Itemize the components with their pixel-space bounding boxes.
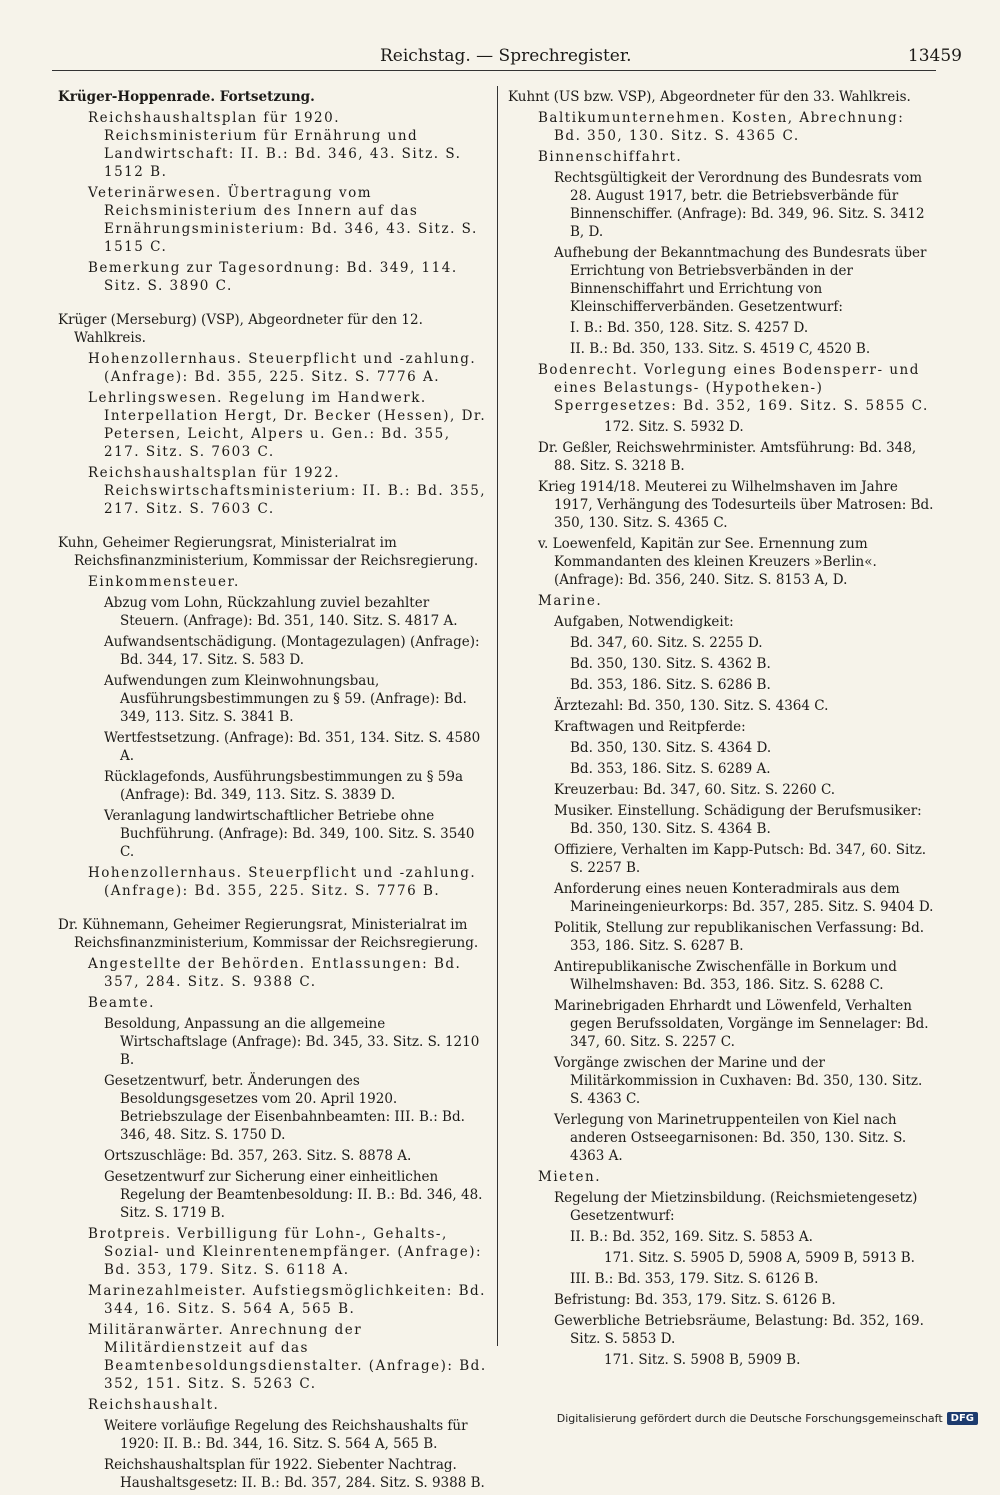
register-entry: 171. Sitz. S. 5908 B, 5909 B. — [604, 1352, 801, 1368]
register-entry: Politik, Stellung zur republikanischen Verfassung: Bd. 353, 186. Sitz. S. 6287 B. — [554, 920, 925, 954]
register-entry: Rechtsgültigkeit der Verordnung des Bundesrats vom 28. August 1917, betr. die Betriebsverbände für Binnenschiffer. (Anfrage): Bd. 349, 96. Sitz. S. 3412 B, D. — [554, 170, 925, 240]
right-column — [508, 88, 936, 1372]
register-entry: Krieg 1914/18. Meuterei zu Wilhelmshaven im Jahre 1917, Verhängung des Todesurteils über Matrosen: Bd. 350, 130. Sitz. S. 4365 C. — [538, 479, 934, 531]
register-entry: Mieten. — [538, 1169, 602, 1185]
register-entry: Krüger (Merseburg) (VSP), Abgeordneter für den 12. Wahlkreis. — [58, 312, 423, 346]
register-entry: Aufhebung der Bekanntmachung des Bundesrats über Errichtung von Betriebsverbänden in der Binnenschiffahrt und Errichtung von Kleinschifferverbänden. Gesetzentwurf: — [554, 245, 927, 315]
register-entry: Bd. 350, 130. Sitz. S. 4362 B. — [570, 656, 771, 672]
register-entry: Reichshaushaltsplan für 1920. Reichsministerium für Ernährung und Landwirtschaft: II. B.: Bd. 346, 43. Sitz. S. 1512 B. — [88, 110, 462, 180]
register-entry: Wertfestsetzung. (Anfrage): Bd. 351, 134. Sitz. S. 4580 A. — [104, 730, 481, 764]
register-entry: Gesetzentwurf zur Sicherung einer einheitlichen Regelung der Beamtenbesoldung: II. B.: Bd. 346, 48. Sitz. S. 1719 B. — [104, 1169, 483, 1221]
register-entry: Lehrlingswesen. Regelung im Handwerk. Interpellation Hergt, Dr. Becker (Hessen), Dr. Petersen, Leicht, Alpers u. Gen.: Bd. 355, 217. Sitz. S. 7603 C. — [88, 390, 487, 460]
register-entry: 171. Sitz. S. 5905 D, 5908 A, 5909 B, 5913 B. — [604, 1250, 915, 1266]
register-entry: Weitere vorläufige Regelung des Reichshaushalts für 1920: II. B.: Bd. 344, 16. Sitz. S. 564 A, 565 B. — [104, 1418, 468, 1452]
register-entry: Befristung: Bd. 353, 179. Sitz. S. 6126 B. — [554, 1292, 836, 1308]
register-entry: Rücklagefonds, Ausführungsbestimmungen zu § 59a (Anfrage): Bd. 349, 113. Sitz. S. 3839 D. — [104, 769, 464, 803]
register-entry: Beamte. — [88, 995, 155, 1011]
register-entry: Verlegung von Marinetruppenteilen von Kiel nach anderen Ostseegarnisonen: Bd. 350, 130. Sitz. S. 4363 A. — [554, 1112, 907, 1164]
register-entry: Marine. — [538, 593, 603, 609]
register-entry: Abzug vom Lohn, Rückzahlung zuviel bezahlter Steuern. (Anfrage): Bd. 351, 140. Sitz. S. 4817 A. — [104, 595, 458, 629]
register-entry: Veterinärwesen. Übertragung vom Reichsministerium des Innern auf das Ernährungsministerium: Bd. 346, 43. Sitz. S. 1515 C. — [88, 185, 478, 255]
register-entry: Bd. 350, 130. Sitz. S. 4364 D. — [570, 740, 772, 756]
register-entry: Bodenrecht. Vorlegung eines Bodensperr- und eines Belastungs- (Hypotheken-) Sperrgesetzes: Bd. 352, 169. Sitz. S. 5855 C. — [538, 362, 929, 414]
register-entry: Ortszuschläge: Bd. 357, 263. Sitz. S. 8878 A. — [104, 1148, 412, 1164]
register-entry: Aufwendungen zum Kleinwohnungsbau, Ausführungsbestimmungen zu § 59. (Anfrage): Bd. 349, 113. Sitz. S. 3841 B. — [104, 673, 467, 725]
footer-text: Digitalisierung gefördert durch die Deutsche Forschungsgemeinschaft — [556, 1412, 943, 1425]
register-entry: Krüger-Hoppenrade. Fortsetzung. — [58, 89, 315, 105]
register-entry: Reichshaushaltsplan für 1922. Reichswirtschaftsministerium: II. B.: Bd. 355, 217. Sitz. S. 7603 C. — [88, 465, 487, 517]
register-entry: Reichshaushalt. — [88, 1397, 220, 1413]
register-entry: Reichshaushaltsplan für 1922. Siebenter Nachtrag. Haushaltsgesetz: II. B.: Bd. 357, 284. Sitz. S. 9388 B. — [104, 1457, 485, 1491]
register-entry: Kuhn, Geheimer Regierungsrat, Ministerialrat im Reichsfinanzministerium, Kommissar der Reichsregierung. — [58, 535, 479, 569]
register-entry: III. B.: Bd. 353, 179. Sitz. S. 6126 B. — [570, 1271, 819, 1287]
dfg-logo: DFG — [947, 1412, 978, 1425]
column-divider — [497, 86, 498, 1346]
register-entry: Marinebrigaden Ehrhardt und Löwenfeld, Verhalten gegen Berufssoldaten, Vorgänge im Sennelager: Bd. 347, 60. Sitz. S. 2257 C. — [554, 998, 929, 1050]
register-entry: Veranlagung landwirtschaftlicher Betriebe ohne Buchführung. (Anfrage): Bd. 349, 100. Sitz. S. 3540 C. — [104, 808, 475, 860]
register-entry: 172. Sitz. S. 5932 D. — [604, 419, 744, 435]
register-entry: Binnenschiffahrt. — [538, 149, 683, 165]
register-entry: Gesetzentwurf, betr. Änderungen des Besoldungsgesetzes vom 20. April 1920. Betriebszulage der Eisenbahnbeamten: III. B.: Bd. 346, 48. Sitz. S. 1750 D. — [104, 1073, 465, 1143]
register-entry: Besoldung, Anpassung an die allgemeine Wirtschaftslage (Anfrage): Bd. 345, 33. Sitz. S. 1210 B. — [104, 1016, 480, 1068]
register-entry: Hohenzollernhaus. Steuerpflicht und -zahlung. (Anfrage): Bd. 355, 225. Sitz. S. 7776 A. — [88, 351, 477, 385]
register-entry: Bd. 353, 186. Sitz. S. 6286 B. — [570, 677, 771, 693]
register-entry: Musiker. Einstellung. Schädigung der Berufsmusiker: Bd. 350, 130. Sitz. S. 4364 B. — [554, 803, 922, 837]
register-entry: v. Loewenfeld, Kapitän zur See. Ernennung zum Kommandanten des kleinen Kreuzers »Berlin«. (Anfrage): Bd. 356, 240. Sitz. S. 8153 A, D. — [538, 536, 877, 588]
page-number: 13459 — [907, 46, 962, 66]
register-entry: I. B.: Bd. 350, 128. Sitz. S. 4257 D. — [570, 320, 809, 336]
register-entry: Hohenzollernhaus. Steuerpflicht und -zahlung. (Anfrage): Bd. 355, 225. Sitz. S. 7776 B. — [88, 865, 477, 899]
left-column — [58, 88, 488, 1495]
register-entry: Dr. Geßler, Reichswehrminister. Amtsführung: Bd. 348, 88. Sitz. S. 3218 B. — [538, 440, 917, 474]
register-entry: Offiziere, Verhalten im Kapp-Putsch: Bd. 347, 60. Sitz. S. 2257 B. — [554, 842, 927, 876]
register-entry: Bd. 347, 60. Sitz. S. 2255 D. — [570, 635, 763, 651]
register-entry: Marinezahlmeister. Aufstiegsmöglichkeiten: Bd. 344, 16. Sitz. S. 564 A, 565 B. — [88, 1283, 486, 1317]
register-entry: Baltikumunternehmen. Kosten, Abrechnung: Bd. 350, 130. Sitz. S. 4365 C. — [538, 110, 905, 144]
register-entry: Aufgaben, Notwendigkeit: — [554, 614, 734, 630]
register-entry: Ärztezahl: Bd. 350, 130. Sitz. S. 4364 C. — [554, 698, 829, 714]
register-entry: Antirepublikanische Zwischenfälle in Borkum und Wilhelmshaven: Bd. 353, 186. Sitz. S. 6288 C. — [554, 959, 897, 993]
register-entry: Kraftwagen und Reitpferde: — [554, 719, 746, 735]
running-header: Reichstag. — Sprechregister. — [380, 46, 632, 66]
register-entry: Vorgänge zwischen der Marine und der Militärkommission in Cuxhaven: Bd. 350, 130. Sitz. S. 4363 C. — [554, 1055, 923, 1107]
register-entry: Aufwandsentschädigung. (Montagezulagen) (Anfrage): Bd. 344, 17. Sitz. S. 583 D. — [104, 634, 480, 668]
register-entry: II. B.: Bd. 350, 133. Sitz. S. 4519 C, 4520 B. — [570, 341, 871, 357]
footer — [557, 1412, 978, 1425]
register-entry: Dr. Kühnemann, Geheimer Regierungsrat, Ministerialrat im Reichsfinanzministerium, Kommissar der Reichsregierung. — [58, 917, 479, 951]
register-entry: Anforderung eines neuen Konteradmirals aus dem Marineingenieurkorps: Bd. 357, 285. Sitz. S. 9404 D. — [554, 881, 934, 915]
register-entry: Bemerkung zur Tagesordnung: Bd. 349, 114. Sitz. S. 3890 C. — [88, 260, 458, 294]
register-entry: II. B.: Bd. 352, 169. Sitz. S. 5853 A. — [570, 1229, 813, 1245]
register-entry: Militäranwärter. Anrechnung der Militärdienstzeit auf das Beamtenbesoldungsdienstalter. (Anfrage): Bd. 352, 151. Sitz. S. 5263 C. — [88, 1322, 487, 1392]
register-entry: Angestellte der Behörden. Entlassungen: Bd. 357, 284. Sitz. S. 9388 C. — [88, 956, 462, 990]
header-rule — [52, 70, 936, 71]
register-entry: Kreuzerbau: Bd. 347, 60. Sitz. S. 2260 C. — [554, 782, 836, 798]
register-entry: Kuhnt (US bzw. VSP), Abgeordneter für den 33. Wahlkreis. — [508, 89, 911, 105]
register-entry: Einkommensteuer. — [88, 574, 240, 590]
register-entry: Gewerbliche Betriebsräume, Belastung: Bd. 352, 169. Sitz. S. 5853 D. — [554, 1313, 924, 1347]
register-entry: Bd. 353, 186. Sitz. S. 6289 A. — [570, 761, 771, 777]
register-entry: Regelung der Mietzinsbildung. (Reichsmietengesetz) Gesetzentwurf: — [554, 1190, 918, 1224]
register-entry: Brotpreis. Verbilligung für Lohn-, Gehalts-, Sozial- und Kleinrentenempfänger. (Anfrage): Bd. 353, 179. Sitz. S. 6118 A. — [88, 1226, 483, 1278]
